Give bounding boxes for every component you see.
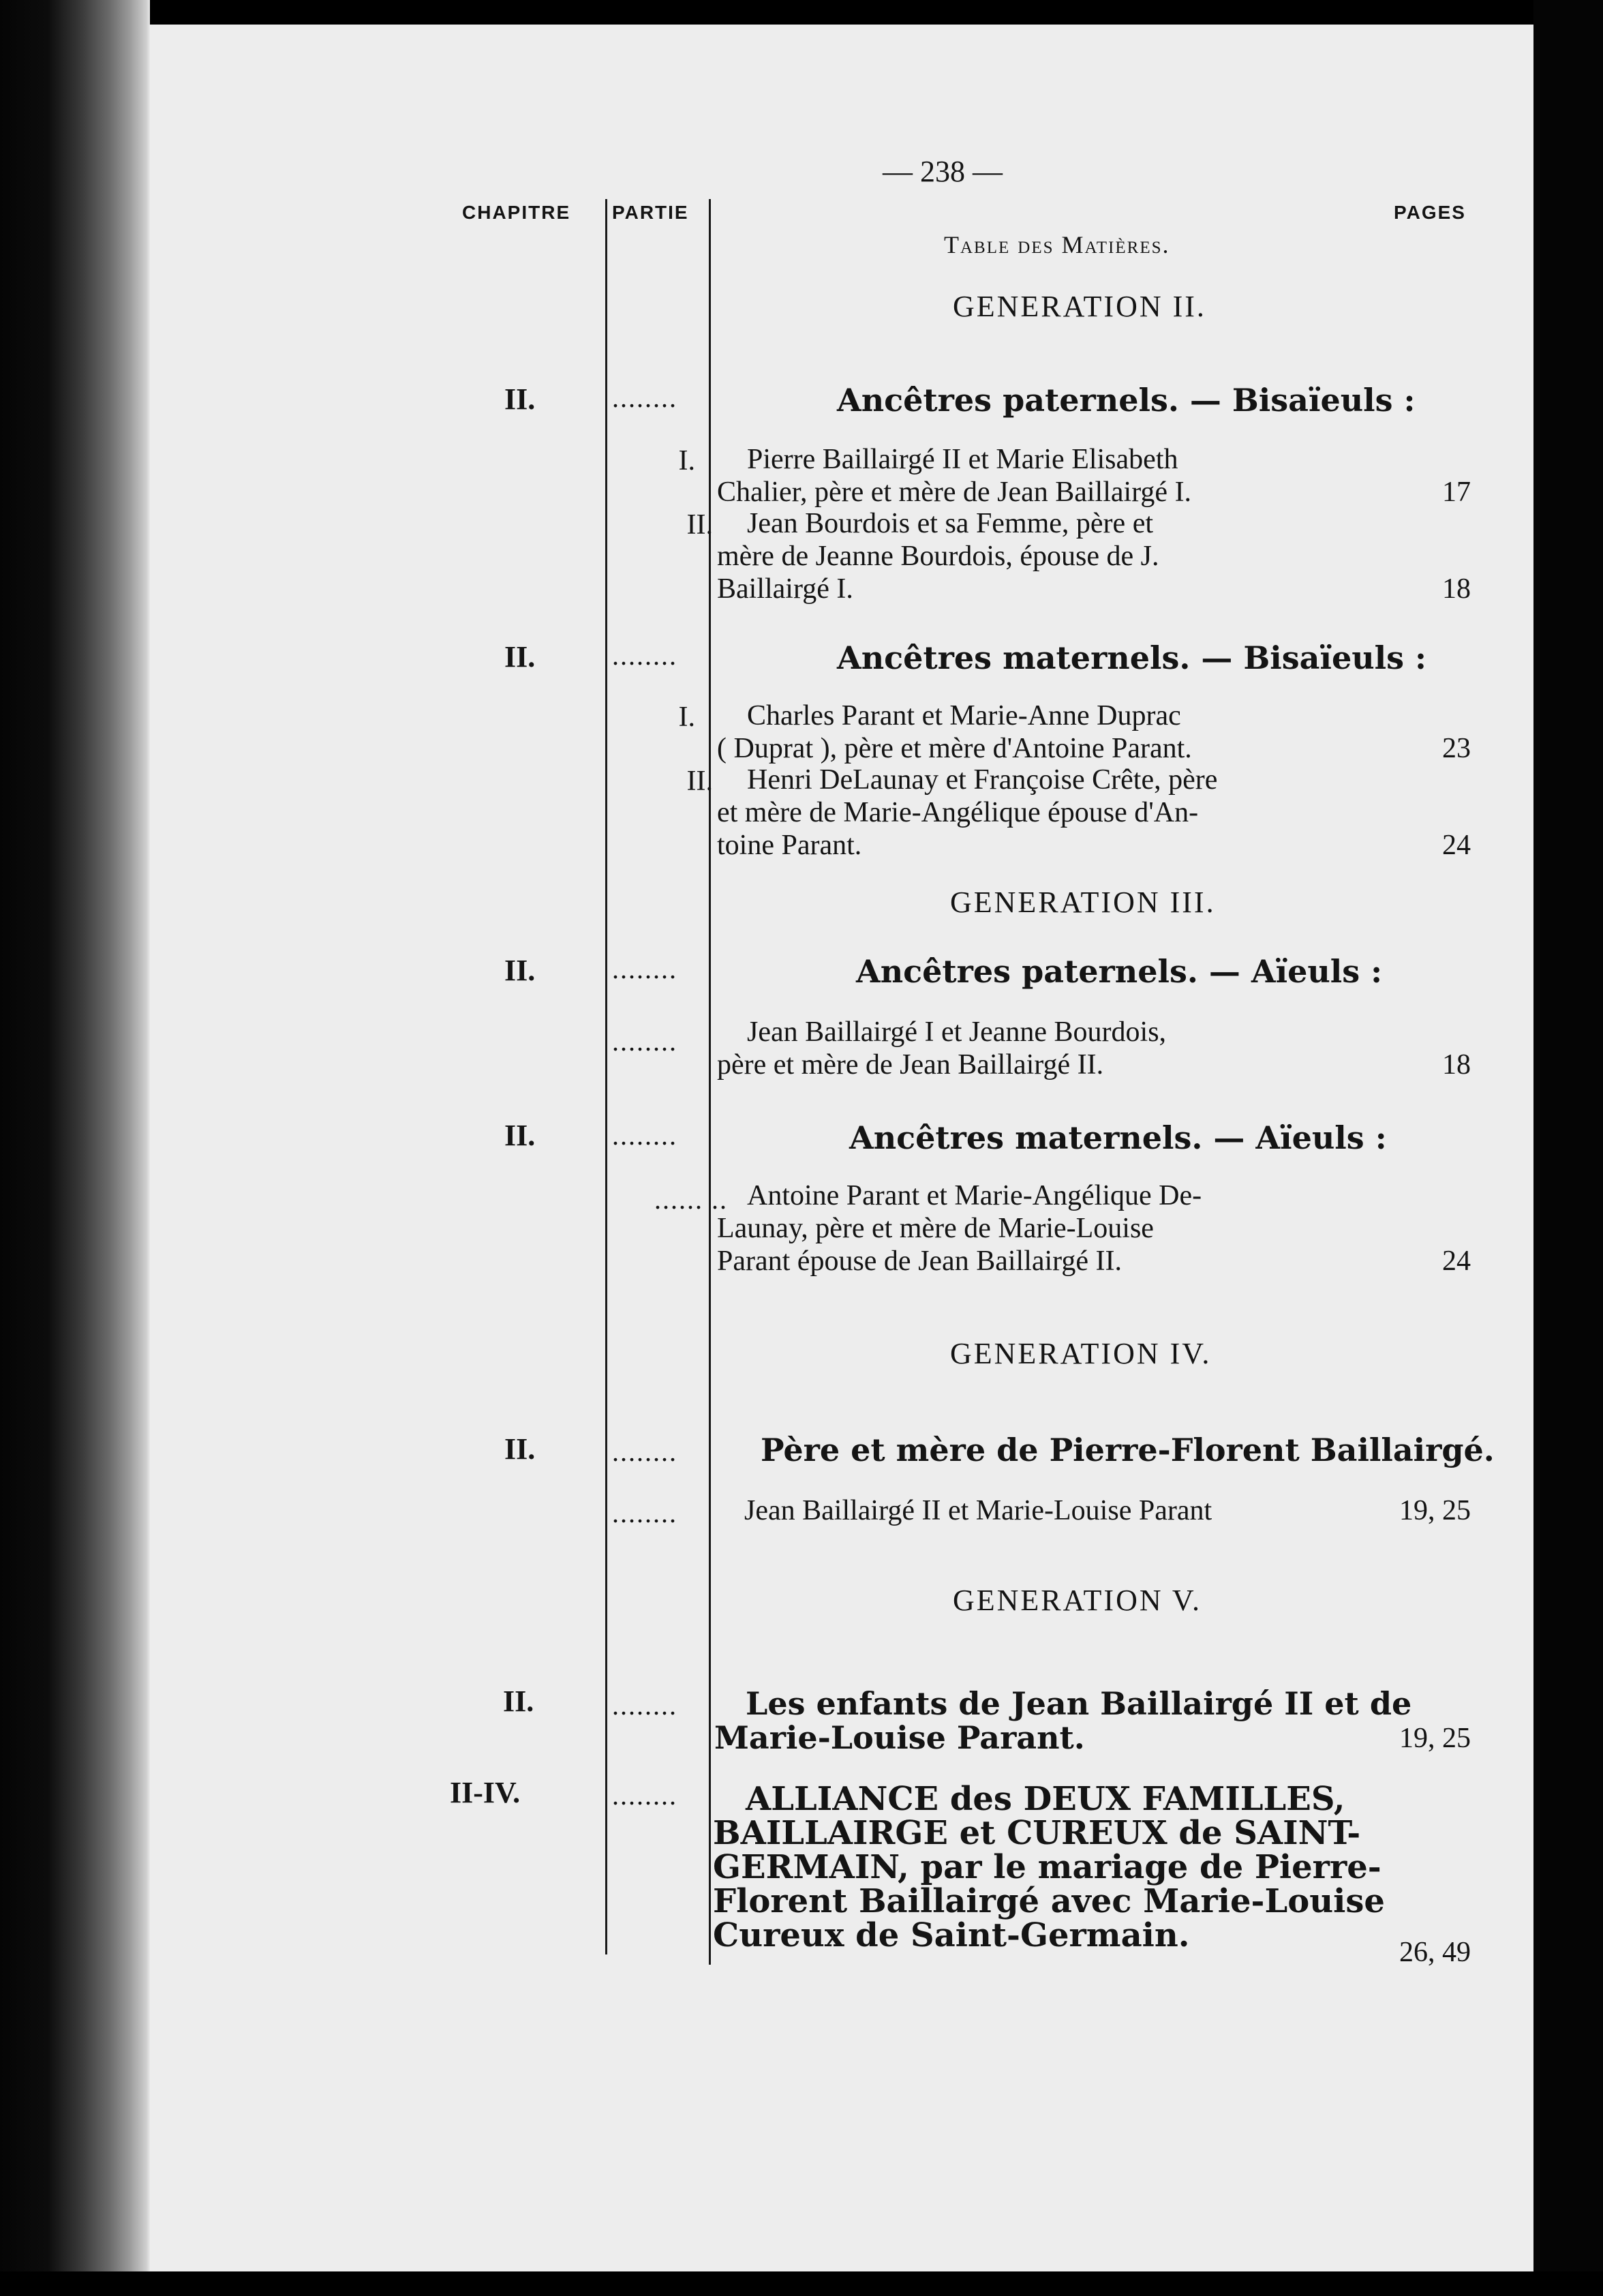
- gen4-heading: Père et mère de Pierre-Florent Baillairgé.: [761, 1432, 1495, 1468]
- gen3-sec2-entry-line2: Launay, père et mère de Marie-Louise: [717, 1213, 1154, 1244]
- gen3-sec2-heading: Ancêtres maternels. — Aïeuls :: [849, 1119, 1387, 1156]
- gen3-sec2-dots: ........: [612, 1120, 677, 1151]
- scan-border-left: [0, 0, 150, 2296]
- gen2-sec1-entry1-page: 17: [1442, 477, 1471, 508]
- scan-border-bottom: [0, 2271, 1603, 2296]
- gen2-sec1-chapter: II.: [504, 382, 536, 416]
- table-title: Table des Matières.: [944, 231, 1170, 258]
- gen5-sec2-line2: BAILLAIRGE et CUREUX de SAINT-: [713, 1814, 1361, 1852]
- gen2-sec1-entry2-page: 18: [1442, 573, 1471, 605]
- generation-3-title: GENERATION III.: [950, 886, 1216, 919]
- gen5-sec1-line2: Marie-Louise Parant.: [714, 1719, 1085, 1756]
- gen5-sec2-line3: GERMAIN, par le mariage de Pierre-: [713, 1848, 1381, 1886]
- gen2-sec2-chapter: II.: [504, 640, 536, 674]
- gen2-sec2-entry2-line2: et mère de Marie-Angélique épouse d'An-: [717, 797, 1199, 828]
- gen3-sec2-entry-line3: Parant épouse de Jean Baillairgé II.: [717, 1245, 1123, 1277]
- gen2-sec2-entry2-line3: toine Parant.: [717, 830, 862, 861]
- gen3-sec2-entry-page: 24: [1442, 1245, 1471, 1277]
- gen5-sec1-page: 19, 25: [1399, 1723, 1471, 1754]
- gen3-sec1-chapter: II.: [504, 954, 536, 987]
- gen3-sec1-entry-line1: Jean Baillairgé I et Jeanne Bourdois,: [747, 1016, 1167, 1048]
- gen4-chapter: II.: [504, 1432, 536, 1466]
- gen2-sec1-dots: ........: [612, 382, 677, 413]
- generation-4-title: GENERATION IV.: [950, 1337, 1212, 1370]
- gen5-sec2-line4: Florent Baillairgé avec Marie-Louise: [713, 1882, 1385, 1920]
- generation-2-title: GENERATION II.: [953, 290, 1206, 323]
- generation-5-title: GENERATION V.: [953, 1584, 1202, 1617]
- gen5-sec2-chapter: II-IV.: [450, 1776, 521, 1809]
- column-rule-right: [709, 199, 711, 1965]
- gen3-sec1-heading: Ancêtres paternels. — Aïeuls :: [856, 953, 1383, 990]
- page-number: — 238 —: [883, 155, 1003, 188]
- gen2-sec2-dots: ........: [612, 640, 677, 671]
- gen2-sec1-entry1-line1: Pierre Baillairgé II et Marie Elisabeth: [747, 444, 1178, 475]
- gen2-sec1-entry1-part: I.: [678, 445, 695, 477]
- gen3-sec2-chapter: II.: [504, 1119, 536, 1152]
- gen4-dots: ........: [612, 1436, 677, 1467]
- scan-border-right: [1533, 0, 1603, 2296]
- gen4-entry-page: 19, 25: [1399, 1495, 1471, 1526]
- gen3-sec1-entry-line2: père et mère de Jean Baillairgé II.: [717, 1049, 1104, 1081]
- gen4-entry-text: Jean Baillairgé II et Marie-Louise Parant: [744, 1495, 1212, 1526]
- gen3-sec2-entry-line1: Antoine Parant et Marie-Angélique De-: [747, 1180, 1202, 1211]
- gen2-sec2-entry1-line2: ( Duprat ), père et mère d'Antoine Parant.: [717, 733, 1192, 764]
- gen5-sec1-chapter: II.: [503, 1685, 534, 1718]
- gen2-sec1-entry2-part: II.: [686, 509, 713, 541]
- gen5-sec2-line5: Cureux de Saint-Germain.: [713, 1916, 1190, 1954]
- gen5-sec2-dots: ........: [612, 1780, 677, 1811]
- gen2-sec2-entry1-line1: Charles Parant et Marie-Anne Duprac: [747, 700, 1181, 731]
- gen2-sec2-entry2-line1: Henri DeLaunay et Françoise Crête, père: [747, 764, 1218, 796]
- gen3-sec2-entry-dots: ...... ..: [654, 1184, 728, 1215]
- header-partie: PARTIE: [612, 202, 689, 223]
- gen3-sec1-entry-dots: ........: [612, 1026, 677, 1057]
- gen2-sec2-entry2-page: 24: [1442, 830, 1471, 861]
- gen2-sec1-heading: Ancêtres paternels. — Bisaïeuls :: [837, 382, 1416, 419]
- gen5-sec1-dots: ........: [612, 1690, 677, 1721]
- gen2-sec1-entry1-line2: Chalier, père et mère de Jean Baillairgé I.: [717, 477, 1192, 508]
- gen3-sec1-dots: ........: [612, 954, 677, 984]
- gen3-sec1-entry-page: 18: [1442, 1049, 1471, 1081]
- gen2-sec2-entry1-page: 23: [1442, 733, 1471, 764]
- gen2-sec1-entry2-line1: Jean Bourdois et sa Femme, père et: [747, 508, 1153, 539]
- gen2-sec2-heading: Ancêtres maternels. — Bisaïeuls :: [837, 639, 1427, 676]
- header-pages: PAGES: [1394, 202, 1466, 223]
- gen2-sec1-entry2-line3: Baillairgé I.: [717, 573, 853, 605]
- gen5-sec2-page: 26, 49: [1399, 1937, 1471, 1968]
- gen2-sec2-entry1-part: I.: [678, 701, 695, 733]
- column-rule-left: [605, 199, 607, 1954]
- header-chapitre: CHAPITRE: [462, 202, 571, 223]
- gen2-sec1-entry2-line2: mère de Jeanne Bourdois, épouse de J.: [717, 541, 1159, 572]
- gen2-sec2-entry2-part: II.: [686, 766, 713, 797]
- gen5-sec1-line1: Les enfants de Jean Baillairgé II et de: [746, 1685, 1412, 1722]
- gen4-entry-dots: ........: [612, 1498, 677, 1528]
- gen5-sec2-line1: ALLIANCE des DEUX FAMILLES,: [746, 1780, 1345, 1818]
